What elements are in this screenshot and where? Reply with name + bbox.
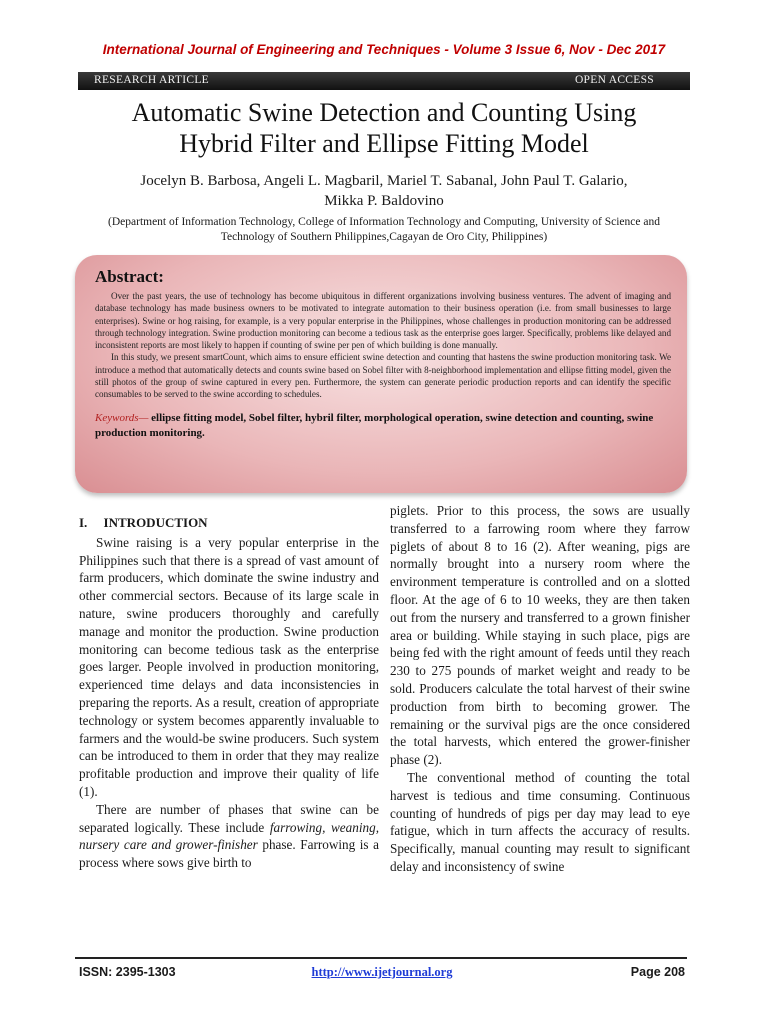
journal-header: International Journal of Engineering and Techniques - Volume 3 Issue 6, Nov - Dec 2017: [102, 42, 666, 57]
abstract-content: [95, 267, 671, 441]
article-ribbon: [78, 72, 690, 90]
body-text: There are number of phases that swine can be separated logically. These include: [79, 801, 379, 835]
abstract-paragraph-2: In this study, we present smartCount, which aims to ensure efficient swine detection and counting that hastens the swine production monitoring task. We introduce a method that automatically detects and counts swine based on Sobel filter with 8-neighborhood implementation and ellipse fitting model, given the still photos of the group of swine captured in every pen. Furthermore, the system can generate periodic production reports and can identify the specific consumables to be served to the swine according to schedules.: [95, 352, 671, 400]
affiliation: [90, 215, 678, 245]
body-text: phase. Farrowing is a process where sows give birth to: [79, 837, 379, 871]
open-access-label: OPEN ACCESS: [574, 74, 654, 86]
authors-line-2: Mikka P. Baldovino: [324, 193, 444, 209]
keywords: [95, 411, 671, 441]
abstract-heading: Abstract:: [95, 267, 164, 286]
section-heading: I. INTRODUCTION: [79, 515, 208, 530]
journal-link[interactable]: http://www.ijetjournal.org: [311, 965, 453, 979]
authors: [90, 171, 678, 211]
right-column: [390, 502, 690, 876]
body-paragraph: The conventional method of counting the total harvest is tedious and time consuming. Continuous counting of hundreds of pigs per day may lead to eye fatigue, which in turn affects the accuracy of results. Specifically, manual counting may result to significant delay and inconsistency of swine: [390, 769, 690, 874]
affiliation-line-1: (Department of Information Technology, College of Information Technology and Computing, University of Science and: [108, 216, 660, 228]
footer-divider: [75, 957, 687, 959]
title-line-2: Hybrid Filter and Ellipse Fitting Model: [179, 129, 589, 158]
body-paragraph: Swine raising is a very popular enterprise in the Philippines such that there is a spread of vast amount of farm producers, which dominate the swine industry and other commercial sectors. Because of its large scale in nature, swine producers thoroughly and carefully manage and monitor the production. Swine production monitoring can become tedious task as the enterprise goes larger. People involved in production monitoring, experienced time delays and data inconsistencies in preparing the reports. As a result, creation of appropriate technology or system becomes apparently invaluable to farmers and the would-be swine producers. Such system can be introduced to them in order that they may realize profitable production and improve their quality of life (1).: [79, 534, 379, 799]
abstract-paragraph-1: Over the past years, the use of technology has become ubiquitous in different organizations involving business ventures. The advent of imaging and database technology has made business owners to be motivated to integrate automation to their business operation (i.e. from small businesses to large enterprises). Swine or hog raising, for example, is a very popular enterprise in the Philippines, whose challenges in production monitoring can be addressed through technology integration. Swine production monitoring can become a tedious task as the enterprise goes larger. Specifically, problems like delayed and inconsistent reports are most likely to happen if counting of swine per pen of which building is done manually.: [95, 291, 671, 351]
body-italic-text: farrowing, weaning, nursery care and grower-finisher: [79, 819, 379, 853]
keywords-list: ellipse fitting model, Sobel filter, hybril filter, morphological operation, swine detection and counting, swine production monitoring.: [95, 411, 654, 439]
abstract-box: [75, 255, 687, 493]
body-paragraph: piglets. Prior to this process, the sows are usually transferred to a farrowing room where they farrow piglets of about 8 to 16 (2). After weaning, pigs are normally brought into a nursery room where the environment temperature is controlled and on a slotted floor. At the age of 6 to 10 weeks, they are then taken out from the nursery and transferred to a grown finisher area or building. While staying in such place, pigs are being fed with the right amount of feeds until they reach 230 to 275 pounds of market weight and ready to be sold. Producers calculate the total harvest of their swine production from birth to becoming grower. The remaining or the survival pigs are the once considered the total harvests, which entered the grower-finisher phase (2).: [390, 503, 690, 768]
keywords-label: Keywords—: [95, 411, 149, 424]
title-line-1: Automatic Swine Detection and Counting Using: [131, 98, 637, 127]
issn-label: ISSN: 2395-1303: [79, 965, 176, 979]
authors-line-1: Jocelyn B. Barbosa, Angeli L. Magbaril, Mariel T. Sabanal, John Paul T. Galario,: [140, 173, 628, 189]
left-column: [79, 514, 379, 872]
body-paragraph: [79, 801, 379, 872]
page-number: Page 208: [630, 965, 685, 979]
article-type-label: RESEARCH ARTICLE: [94, 74, 209, 86]
paper-title: [78, 97, 690, 159]
affiliation-line-2: Technology of Southern Philippines,Cagayan de Oro City, Philippines): [220, 231, 548, 243]
